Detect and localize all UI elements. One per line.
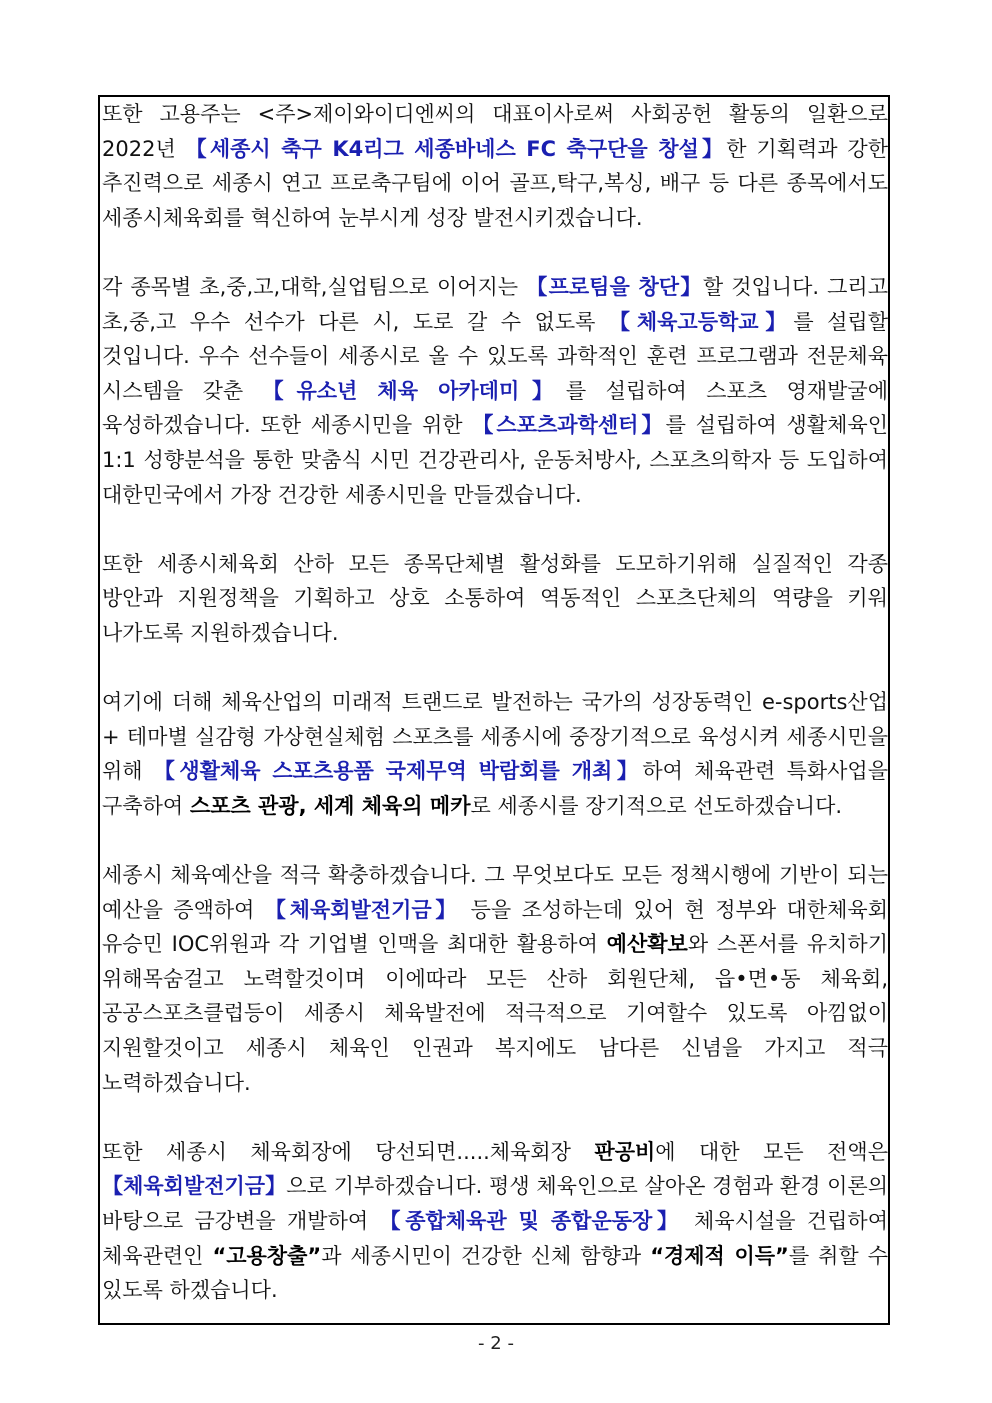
text-segment: 과 세종시민이 건강한 신체 함향과 [321, 1243, 651, 1268]
paragraph-gap [100, 1100, 888, 1135]
text-segment: 할 것입니다. 그리고 초,중,고 우수 선수가 다른 시, 도로 갈 수 없도록 [102, 274, 888, 334]
text-segment: 각 종목별 초,중,고,대학,실업팀으로 이어지는 [102, 274, 527, 299]
bold-phrase: 판공비 [594, 1139, 656, 1164]
text-segment: 등을 조성하는데 있어 현 정부와 대한체육회 유승민 IOC위원과 각 기업별 인맥을 최대한 활용하여 [102, 897, 888, 957]
paragraph-p5 [100, 858, 888, 1100]
text-segment: 한 기획력과 강한 추진력으로 세종시 연고 프로축구팀에 이어 골프,탁구,복싱, 배구 등 다른 종목에서도 세종시체육회를 혁신하여 눈부시게 성장 발전시키겠습니다. [102, 136, 889, 230]
paragraph-p3 [100, 547, 888, 651]
paragraph-gap [100, 235, 888, 270]
highlighted-phrase: 【프로팀을 창단】 [526, 274, 703, 299]
highlighted-phrase: 【세종시 축구 K4리그 세종바네스 FC 축구단을 창설】 [185, 136, 727, 161]
highlighted-phrase: 【체육고등학교】 [609, 309, 794, 334]
text-segment: 를 설립할 것입니다. 우수 선수들이 세종시로 올 수 있도록 과학적인 훈련 프로그램과 전문체육 시스템을 갖춘 [102, 309, 888, 403]
paragraph-gap [100, 823, 888, 858]
highlighted-phrase: 【체육회발전기금】 [102, 1174, 287, 1199]
text-segment: 또한 세종시 체육회장에 당선되면.....체육회장 [102, 1139, 595, 1164]
text-segment: 에 대한 모든 전액은 [655, 1139, 888, 1164]
text-segment: 세종시 체육예산을 적극 확충하겠습니다. 그 무엇보다도 모든 정책시행에 기반이 되는 예산을 증액하여 [102, 863, 888, 922]
highlighted-phrase: 【유소년 체육 아카데미】 [262, 378, 566, 403]
bold-phrase: 예산확보 [606, 932, 688, 957]
text-segment: 를 설립하여 스포츠 영재발굴에 육성하겠습니다. 또한 세종시민을 위한 [102, 378, 888, 438]
text-segment: 하여 체육관련 특화사업을 구축하여 [102, 759, 888, 818]
paragraph-gap [100, 512, 888, 547]
text-segment: 를 설립하여 생활체육인 1:1 성향분석을 통한 맞춤식 시민 건강관리사, 운동처방사, 스포츠의학자 등 도입하여 대한민국에서 가장 건강한 세종시민을 만들겠습니다. [102, 413, 888, 507]
page-number: - 2 - [478, 1333, 514, 1354]
highlighted-phrase: 【체육회발전기금】 [264, 897, 461, 922]
paragraph-p6 [100, 1135, 888, 1308]
paragraph-gap [100, 651, 888, 686]
highlighted-phrase: 【종합체육관 및 종합운동장】 [379, 1209, 683, 1233]
document-text-box [98, 95, 890, 1325]
bold-phrase: “고용창출” [212, 1243, 322, 1268]
text-segment: 으로 기부하겠습니다. 평생 체육인으로 살아온 경험과 환경 이론의 바탕으로 금강변을 개발하여 [102, 1174, 888, 1233]
text-segment: 를 취할 수 있도록 하겠습니다. [102, 1243, 888, 1303]
text-segment: 또한 세종시체육회 산하 모든 종목단체별 활성화를 도모하기위해 실질적인 각종 방안과 지원정책을 기획하고 상호 소통하여 역동적인 스포츠단체의 역량을 키워 나가도록 지원하겠습니다. [102, 551, 888, 645]
paragraph-p4 [100, 685, 888, 823]
bold-phrase: “경제적 이득” [650, 1243, 789, 1268]
paragraph-p1 [100, 97, 888, 235]
text-segment: 체육시설을 건립하여 체육관련인 [102, 1209, 888, 1268]
text-segment: 로 세종시를 장기적으로 선도하겠습니다. [470, 793, 843, 818]
highlighted-phrase: 【생활체육 스포츠용품 국제무역 박람회를 개최】 [153, 759, 643, 784]
paragraph-p2 [100, 270, 888, 512]
text-segment: 또한 고용주는 <주>제이와이디엔씨의 대표이사로써 사회공헌 활동의 일환으로 2022년 [102, 102, 888, 161]
text-segment: 와 스폰서를 유치하기 위해목숨걸고 노력할것이며 이에따라 모든 산하 회원단체, 읍•면•동 체육회, 공공스포츠클럽등이 세종시 체육발전에 적극적으로 기여할수 있도록 아낌없이 지원할것이고 세종시 체육인 인권과 복지에도 남다른 신념을 가지고 적극 노력하겠습니다. [102, 932, 888, 1095]
bold-phrase: 스포츠 관광, 세계 체육의 메카 [189, 793, 471, 818]
text-segment: 여기에 더해 체육산업의 미래적 트랜드로 발전하는 국가의 성장동력인 e-sports산업 + 테마별 실감형 가상현실체험 스포츠를 세종시에 중장기적으로 육성시켜 세종시민을 위해 [102, 690, 888, 784]
document-body [100, 97, 888, 1308]
highlighted-phrase: 【스포츠과학센터】 [472, 413, 666, 438]
